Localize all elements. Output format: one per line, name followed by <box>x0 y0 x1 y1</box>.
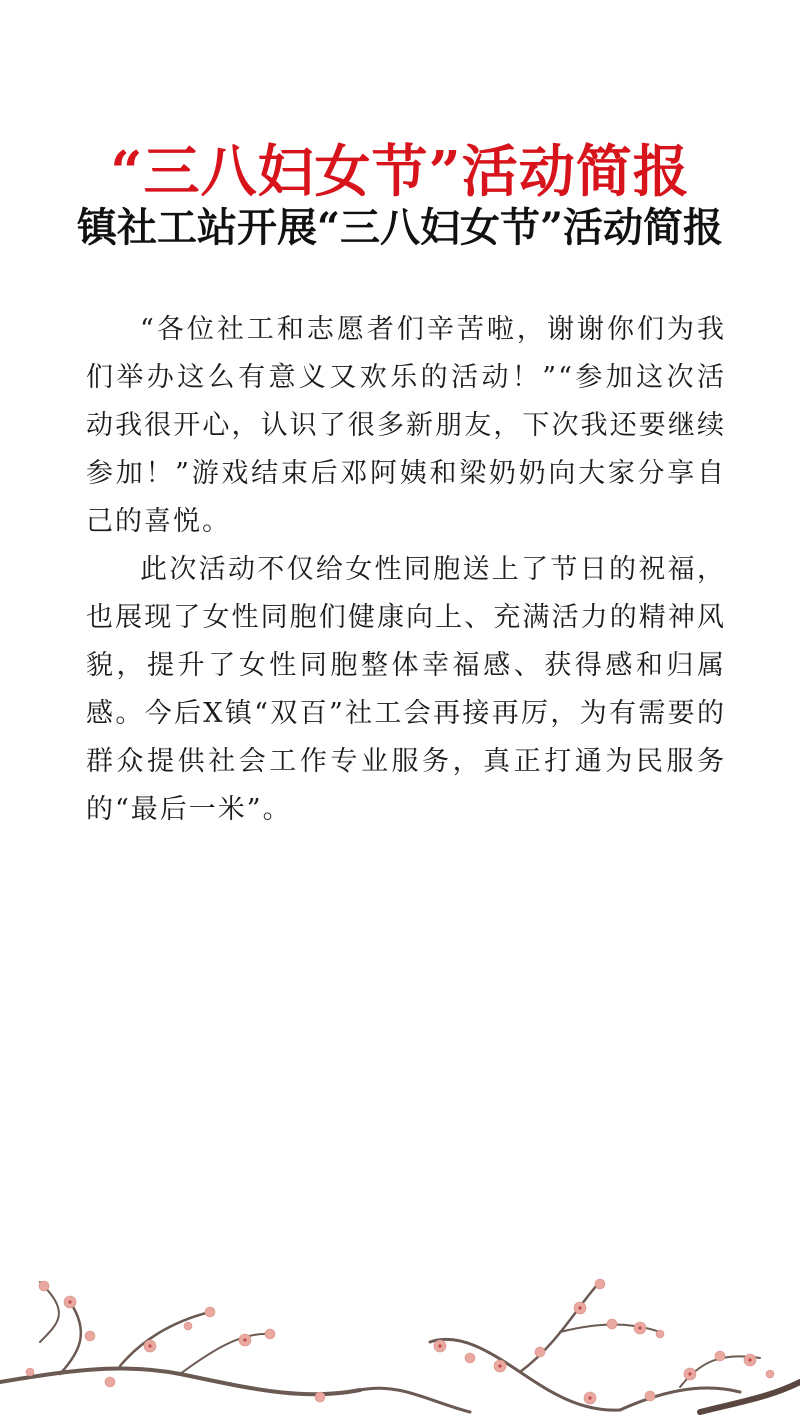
paragraph-2: 此次活动不仅给女性同胞送上了节日的祝福，也展现了女性同胞们健康向上、充满活力的精神风貌，提升了女性同胞整体幸福感、获得感和归属感。今后X镇“双百”社工会再接再厉，为有需要的群众提供社会工作专业服务，真正打通为民服务的“最后一米”。 <box>86 554 726 825</box>
plum-blossom-branch-icon <box>0 1262 800 1422</box>
article-body <box>86 306 726 834</box>
sub-title: 镇社工站开展“三八妇女节”活动简报 <box>76 204 723 251</box>
main-title: “三八妇女节”活动简报 <box>110 139 690 205</box>
paragraph-1: “各位社工和志愿者们辛苦啦，谢谢你们为我们举办这么有意义又欢乐的活动！”“参加这次活动我很开心，认识了很多新朋友，下次我还要继续参加！”游戏结束后邓阿姨和梁奶奶向大家分享自己的喜悦。 <box>86 314 726 537</box>
